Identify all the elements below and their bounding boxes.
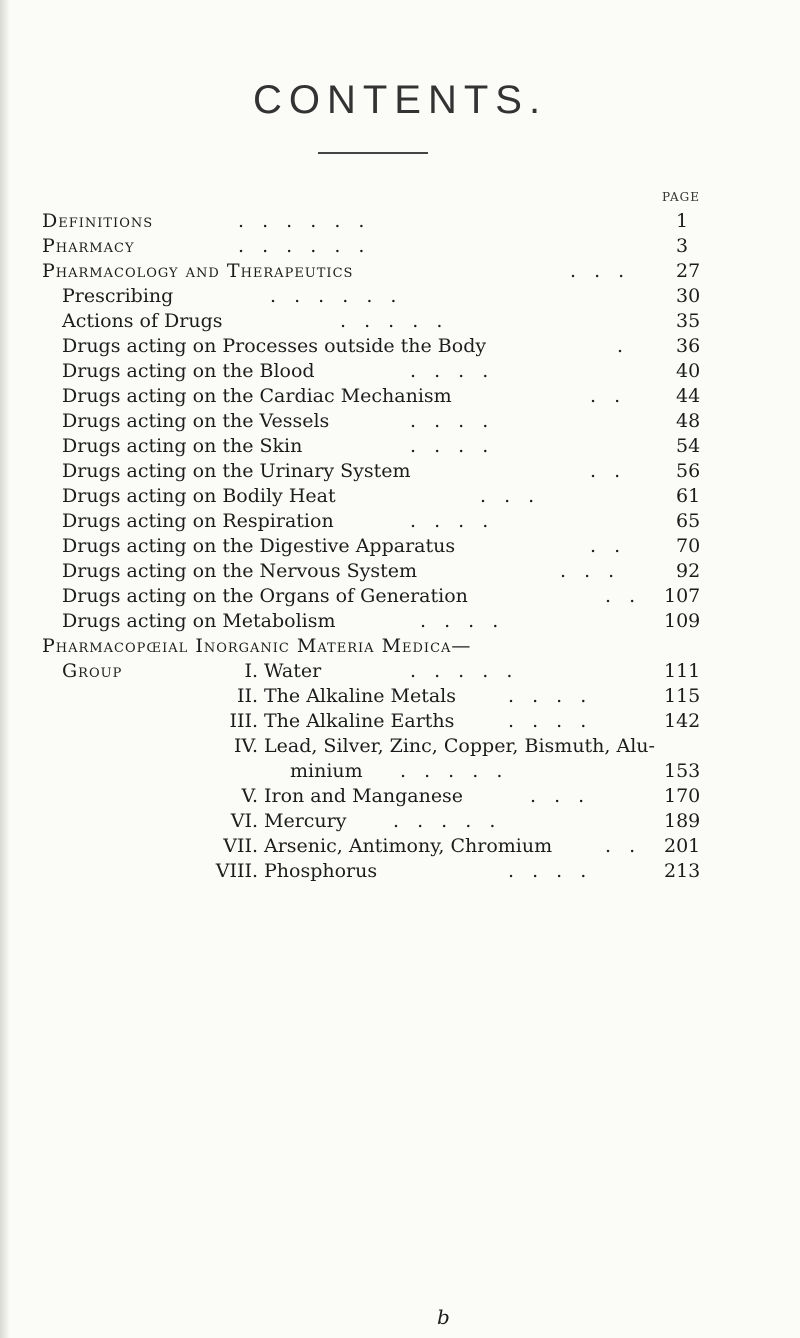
- toc-entry-label: Drugs acting on the Vessels: [62, 410, 330, 432]
- toc-entry-label: Definitions: [42, 210, 154, 232]
- group-label: Iron and Manganese: [264, 785, 464, 807]
- group-entry[interactable]: [0, 709, 800, 734]
- group-numeral: VII.: [223, 835, 258, 857]
- toc-entry-page: 30: [676, 285, 701, 307]
- signature-mark: b: [437, 1305, 450, 1329]
- toc-entry-page: 61: [676, 485, 701, 507]
- group-label-continuation: minium: [290, 760, 363, 782]
- page-column-header: PAGE: [662, 190, 700, 204]
- group-label: Arsenic, Antimony, Chromium: [264, 835, 553, 857]
- group-entry[interactable]: [0, 784, 800, 809]
- leader-dots: . . . . . .: [238, 210, 371, 232]
- group-page: 115: [664, 685, 701, 707]
- group-entry-continuation[interactable]: [0, 759, 800, 784]
- toc-entry[interactable]: [0, 284, 800, 309]
- toc-entry[interactable]: [0, 584, 800, 609]
- toc-entry-label: Drugs acting on the Skin: [62, 435, 303, 457]
- toc-entry-page: 1: [676, 210, 689, 232]
- leader-dots: . . . . . .: [270, 285, 403, 307]
- leader-dots: . .: [590, 535, 627, 557]
- toc-entry[interactable]: [0, 434, 800, 459]
- toc-entry-page: 109: [664, 610, 701, 632]
- toc-entry[interactable]: [0, 559, 800, 584]
- toc-entry[interactable]: [0, 359, 800, 384]
- toc-entry-page: 3: [676, 235, 689, 257]
- toc-entry-label: Drugs acting on Metabolism: [62, 610, 336, 632]
- leader-dots: . . . .: [420, 610, 505, 632]
- toc-entry-label: Drugs acting on Processes outside the Body: [62, 335, 487, 357]
- group-entry[interactable]: [0, 734, 800, 759]
- toc-entry-page: 27: [676, 260, 701, 282]
- leader-dots: . . .: [530, 785, 591, 807]
- toc-entry-page: 54: [676, 435, 701, 457]
- group-numeral: III.: [229, 710, 258, 732]
- toc-entry[interactable]: [0, 234, 800, 259]
- toc-entry[interactable]: [0, 484, 800, 509]
- group-label: The Alkaline Earths: [264, 710, 455, 732]
- toc-entry[interactable]: [0, 459, 800, 484]
- leader-dots: . . . .: [508, 860, 593, 882]
- toc-entry[interactable]: [0, 609, 800, 634]
- leader-dots: . .: [590, 385, 627, 407]
- group-word: Group: [62, 660, 123, 682]
- toc-entry-page: 48: [676, 410, 701, 432]
- toc-entry[interactable]: [0, 509, 800, 534]
- leader-dots: . . . . .: [393, 810, 502, 832]
- leader-dots: . . . . .: [410, 660, 519, 682]
- group-numeral: VIII.: [215, 860, 258, 882]
- group-entry[interactable]: [0, 684, 800, 709]
- toc-entry-label: Drugs acting on the Digestive Apparatus: [62, 535, 456, 557]
- group-label: Water: [264, 660, 322, 682]
- leader-dots: . .: [605, 835, 642, 857]
- toc-entry-page: 92: [676, 560, 701, 582]
- group-page: 153: [664, 760, 701, 782]
- toc-entry[interactable]: [0, 309, 800, 334]
- toc-entry-label: Drugs acting on Bodily Heat: [62, 485, 336, 507]
- toc-entry-label: Drugs acting on the Urinary System: [62, 460, 411, 482]
- toc-entry[interactable]: [0, 409, 800, 434]
- group-numeral: VI.: [230, 810, 258, 832]
- toc-entry-page: 56: [676, 460, 701, 482]
- toc-entry-label: Drugs acting on the Organs of Generation: [62, 585, 468, 607]
- toc-entry-page: 35: [676, 310, 701, 332]
- toc-entry-label: Pharmacology and Therapeutics: [42, 260, 354, 282]
- leader-dots: . . .: [570, 260, 631, 282]
- group-label: The Alkaline Metals: [264, 685, 456, 707]
- group-entry[interactable]: [0, 834, 800, 859]
- leader-dots: . . . . .: [400, 760, 509, 782]
- group-page: 189: [664, 810, 701, 832]
- title-rule: [318, 152, 428, 154]
- leader-dots: . . . .: [410, 360, 495, 382]
- toc-entry[interactable]: [0, 259, 800, 284]
- leader-dots: . . . . . .: [238, 235, 371, 257]
- group-numeral: II.: [236, 685, 258, 707]
- group-page: 170: [664, 785, 701, 807]
- toc-entry[interactable]: [0, 384, 800, 409]
- group-label: Lead, Silver, Zinc, Copper, Bismuth, Alu-: [264, 735, 655, 757]
- section-heading: Pharmacopœial Inorganic Materia Medica—: [42, 635, 472, 657]
- leader-dots: . . . . .: [340, 310, 449, 332]
- leader-dots: . .: [590, 460, 627, 482]
- group-page: 111: [664, 660, 701, 682]
- toc-entry-page: 44: [676, 385, 701, 407]
- group-page: 201: [664, 835, 701, 857]
- leader-dots: . . . .: [410, 510, 495, 532]
- toc-entry[interactable]: [0, 534, 800, 559]
- leader-dots: . . . .: [410, 410, 495, 432]
- leader-dots: . . .: [480, 485, 541, 507]
- group-page: 142: [664, 710, 701, 732]
- group-label: Mercury: [264, 810, 347, 832]
- group-label: Phosphorus: [264, 860, 378, 882]
- section-heading-row: [0, 634, 800, 659]
- toc-entry-page: 65: [676, 510, 701, 532]
- leader-dots: . . . .: [508, 710, 593, 732]
- toc-entry-page: 40: [676, 360, 701, 382]
- group-entry[interactable]: [0, 809, 800, 834]
- leader-dots: . . . .: [508, 685, 593, 707]
- leader-dots: . . . .: [410, 435, 495, 457]
- toc-entry-label: Drugs acting on the Cardiac Mechanism: [62, 385, 452, 407]
- group-entry[interactable]: [0, 659, 800, 684]
- toc-entry-label: Drugs acting on the Nervous System: [62, 560, 418, 582]
- toc-entry-label: Drugs acting on the Blood: [62, 360, 315, 382]
- toc-entry[interactable]: [0, 209, 800, 234]
- toc-entry-label: Drugs acting on Respiration: [62, 510, 334, 532]
- toc-entry[interactable]: [0, 334, 800, 359]
- toc-entry-label: Actions of Drugs: [62, 310, 223, 332]
- leader-dots: . . .: [560, 560, 621, 582]
- group-numeral: V.: [241, 785, 258, 807]
- toc-entry-page: 70: [676, 535, 701, 557]
- group-numeral: I.: [244, 660, 258, 682]
- group-page: 213: [664, 860, 701, 882]
- group-entry[interactable]: [0, 859, 800, 884]
- leader-dots: .: [617, 335, 630, 357]
- leader-dots: . .: [605, 585, 642, 607]
- page-title: CONTENTS.: [252, 78, 548, 122]
- toc-entry-label: Pharmacy: [42, 235, 135, 257]
- toc-entry-page: 107: [664, 585, 701, 607]
- toc-entry-label: Prescribing: [62, 285, 174, 307]
- table-of-contents: [0, 209, 800, 884]
- toc-entry-page: 36: [676, 335, 701, 357]
- group-numeral: IV.: [234, 735, 258, 757]
